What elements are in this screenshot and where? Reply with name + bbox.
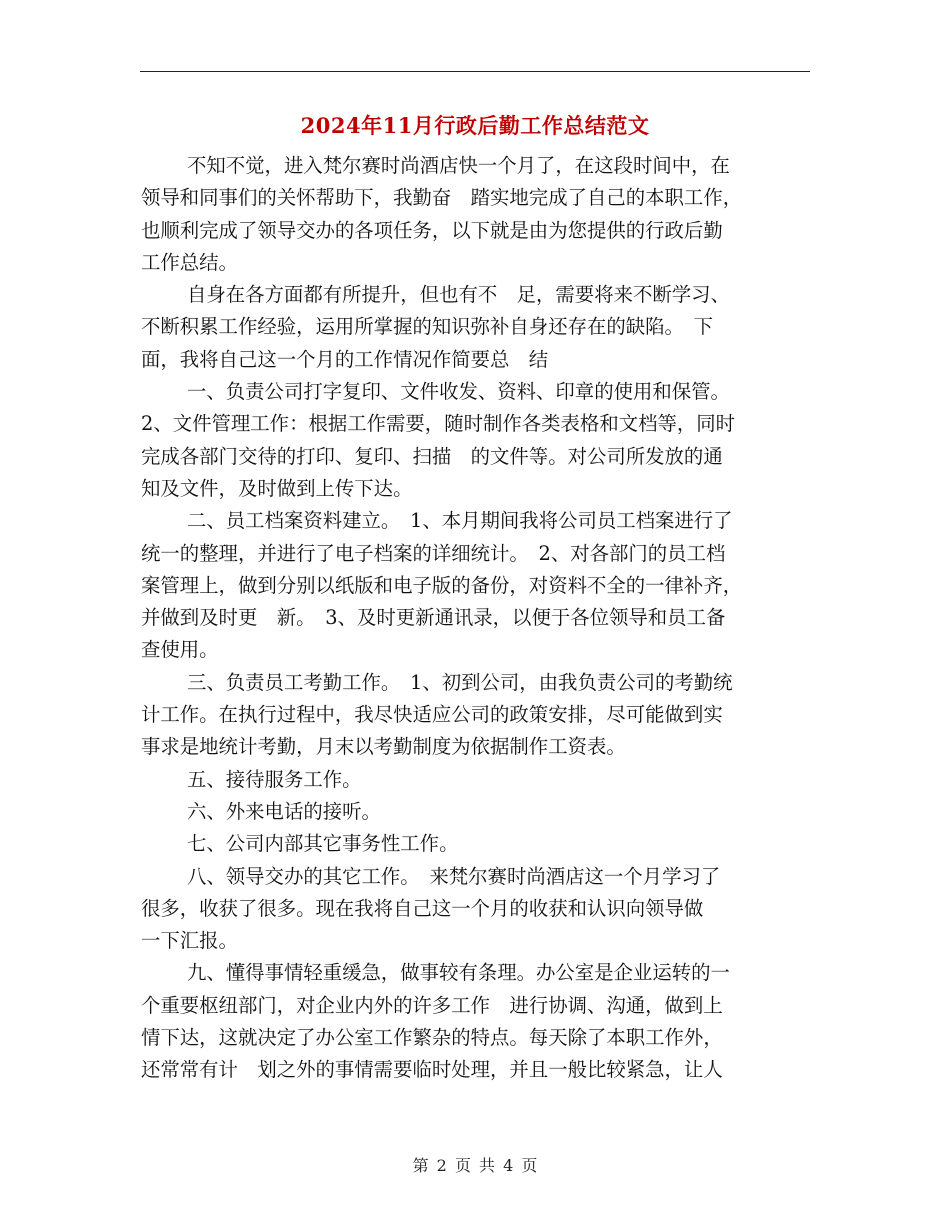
text-line: 情下达，这就决定了办公室工作繁杂的特点。每天除了本职工作外， xyxy=(141,1026,723,1050)
text-line: 还常常有计 划之外的事情需要临时处理，并且一般比较紧急，让人 xyxy=(141,1058,723,1082)
text-line: 七、公司内部其它事务性工作。 xyxy=(187,832,459,856)
text-line: 二、员工档案资料建立。 1、本月期间我将公司员工档案进行了 xyxy=(187,509,733,533)
text-line: 领导和同事们的关怀帮助下，我勤奋 踏实地完成了自己的本职工作， xyxy=(141,186,743,210)
text-line: 也顺利完成了领导交办的各项任务，以下就是由为您提供的行政后勤 xyxy=(141,218,723,242)
page-number: 第 2 页 共 4 页 xyxy=(412,1156,538,1175)
text-line: 五、接待服务工作。 xyxy=(187,767,362,791)
text-line: 2、文件管理工作：根据工作需要，随时制作各类表格和文档等，同时 xyxy=(141,412,736,436)
text-line: 个重要枢纽部门，对企业内外的许多工作 进行协调、沟通，做到上 xyxy=(141,993,723,1017)
text-line: 一下汇报。 xyxy=(141,929,238,953)
text-line: 不知不觉，进入梵尔赛时尚酒店快一个月了，在这段时间中，在 xyxy=(187,154,730,177)
text-line: 三、负责员工考勤工作。 1、初到公司，由我负责公司的考勤统 xyxy=(187,670,733,694)
text-line: 并做到及时更 新。 3、及时更新通讯录，以便于各位领导和员工备 xyxy=(141,606,726,630)
text-line: 九、懂得事情轻重缓急，做事较有条理。办公室是企业运转的一 xyxy=(187,961,730,985)
text-line: 统一的整理，并进行了电子档案的详细统计。 2、对各部门的员工档 xyxy=(141,541,726,565)
text-line: 不断积累工作经验，运用所掌握的知识弥补自身还存在的缺陷。 下 xyxy=(141,315,714,339)
text-line: 事求是地统计考勤，月末以考勤制度为依据制作工资表。 xyxy=(141,735,626,759)
header-rule xyxy=(140,71,810,72)
text-line: 一、负责公司打字复印、文件收发、资料、印章的使用和保管。 xyxy=(187,380,730,404)
document-title: 2024年11月行政后勤工作总结范文 xyxy=(300,113,650,138)
text-line: 工作总结。 xyxy=(141,250,238,274)
text-line: 完成各部门交待的打印、复印、扫描 的文件等。对公司所发放的通 xyxy=(141,444,723,468)
text-line: 很多，收获了很多。现在我将自己这一个月的收获和认识向领导做 xyxy=(141,896,704,920)
text-line: 面，我将自己这一个月的工作情况作简要总 结 xyxy=(141,347,549,371)
text-line: 六、外来电话的接听。 xyxy=(187,799,381,823)
text-line: 案管理上，做到分别以纸版和电子版的备份，对资料不全的一律补齐， xyxy=(141,573,743,597)
text-line: 自身在各方面都有所提升，但也有不 足，需要将来不断学习、 xyxy=(187,283,730,307)
text-line: 八、领导交办的其它工作。 来梵尔赛时尚酒店这一个月学习了 xyxy=(187,864,721,888)
text-line: 查使用。 xyxy=(141,638,219,662)
text-line: 知及文件，及时做到上传下达。 xyxy=(141,476,413,500)
text-line: 计工作。在执行过程中，我尽快适应公司的政策安排，尽可能做到实 xyxy=(141,703,723,727)
document-body xyxy=(141,150,809,1087)
